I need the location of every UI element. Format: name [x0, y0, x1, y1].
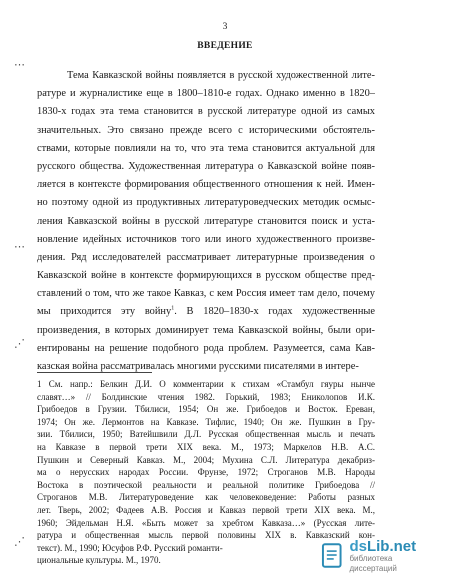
watermark-text: [349, 539, 440, 574]
footnote-line: зии. Тбилиси, 1950; Ватейшвили Д.Л. Русская общественная мысль и печать: [37, 429, 375, 440]
footnote-line: циональные культуры. М., 1970.: [37, 555, 161, 566]
footnote-line: славят…» // Болдинские чтения 1982. Горький, 1983; Ениколопов И.К.: [37, 391, 375, 402]
footnote-line: текст). М., 1990; Юсуфов Р.Ф. Русский романти-: [37, 542, 223, 553]
text-line: дения. Ряд исследователей рассматривает литературные произведения о: [37, 251, 375, 263]
body-text: [37, 67, 375, 376]
footnote-line: на Кавказе в первой трети XIX века. М., 1973; Маркелов Н.В. А.С.: [37, 441, 375, 452]
margin-mark: ⋯: [14, 59, 25, 71]
text-line-with-footnote: [37, 303, 375, 321]
text-line: ления Кавказской войны в русской литературе становится поиск и уста-: [37, 215, 375, 227]
footnote-line: 1 См. напр.: Белкин Д.И. О комментарии к стихам «Стамбул гяуры нынче: [37, 379, 375, 389]
watermark[interactable]: [320, 536, 440, 576]
footnote-line: ма о нерусских народах России. Фрунзе, 1972; Строганов М.В. Народы: [37, 467, 375, 478]
footnote-line: Востока в поэтической реальности и реальной политике Грибоедова //: [37, 479, 375, 490]
text-line: новление идейных источников того или иного художественного произве-: [37, 233, 375, 245]
text-line: ствами, которые повлияли на то, что эта тема становится актуальной для: [37, 142, 375, 154]
watermark-subtitle: библиотека диссертаций: [349, 553, 397, 573]
text-line: 1830-х годах эта тема становится в русской литературе одной из самых: [37, 106, 375, 118]
text-line: казская война рассматривалась многими русскими писателями в интере-: [37, 361, 359, 372]
margin-mark: ⋯: [14, 241, 25, 253]
footnote-separator: [37, 372, 152, 373]
text-segment: мы приходится эту войну: [37, 306, 172, 318]
footnote-line: лет. Тверь, 2002; Фадеев А.В. Россия и Кавказ первой трети XIX века. М.,: [37, 504, 375, 515]
text-line: ляется в контексте формирования общественного отношения к ней. Имен-: [37, 179, 375, 191]
footnote-line: Строганов М.В. Литературоведение как человековедение: Работы разных: [37, 492, 375, 503]
text-line: значительных. Это связано прежде всего с историческими обстоятель-: [37, 124, 375, 136]
text-line: произведения, в которых доминирует тема Кавказской войны, были ори-: [37, 324, 375, 336]
margin-mark: ⋰: [14, 536, 25, 548]
footnote-line: Грибоедов в Грузии. Тбилиси, 1954; Он же. Грибоедов и Восток. Ереван,: [37, 404, 375, 415]
text-segment: . В 1820–1830-х годах художественные: [174, 306, 375, 318]
text-line: ратуре и журналистике еще в 1800–1810-е годах. Однако именно в 1820–: [37, 88, 375, 100]
margin-mark: ⋰: [14, 338, 25, 350]
page-number: 3: [222, 22, 228, 32]
text-line: но поэтому одной из продуктивных литературоведческих методик осмыс-: [37, 197, 375, 209]
text-line: русского общества. Художественная литература о Кавказской войне появ-: [37, 160, 375, 172]
footnote-line: 1960; Эйдельман Н.Я. «Быть может за хребтом Кавказа…» (Русская лите-: [37, 517, 375, 528]
footnote-line: Пушкин и Северный Кавказ. М., 2004; Мухина С.Л. Литература декабриз-: [37, 454, 375, 465]
footnote-line: 1974; Он же. Лермонтов на Кавказе. Тифлис, 1940; Он же. Пушкин в Гру-: [37, 416, 375, 427]
text-line: Кавказской войне в контексте формирующихся в русском обществе пред-: [37, 270, 375, 282]
text-line: Тема Кавказской войны появляется в русской художественной лите-: [67, 70, 375, 81]
text-line: ставлений о том, что же такое Кавказ, с кем Россия имеет там дело, почему: [37, 288, 375, 300]
document-icon: [320, 542, 345, 570]
footnote-line: ратура и общественная мысль первой половины XIX в. Кавказский кон-: [37, 530, 375, 541]
text-line: ентированы на решение подобного рода проблем. Разумеется, сама Кав-: [37, 342, 375, 354]
watermark-brand: dsLib.net: [349, 537, 417, 555]
section-heading: ВВЕДЕНИЕ: [197, 41, 253, 51]
footnote-reference[interactable]: 1: [171, 305, 175, 312]
